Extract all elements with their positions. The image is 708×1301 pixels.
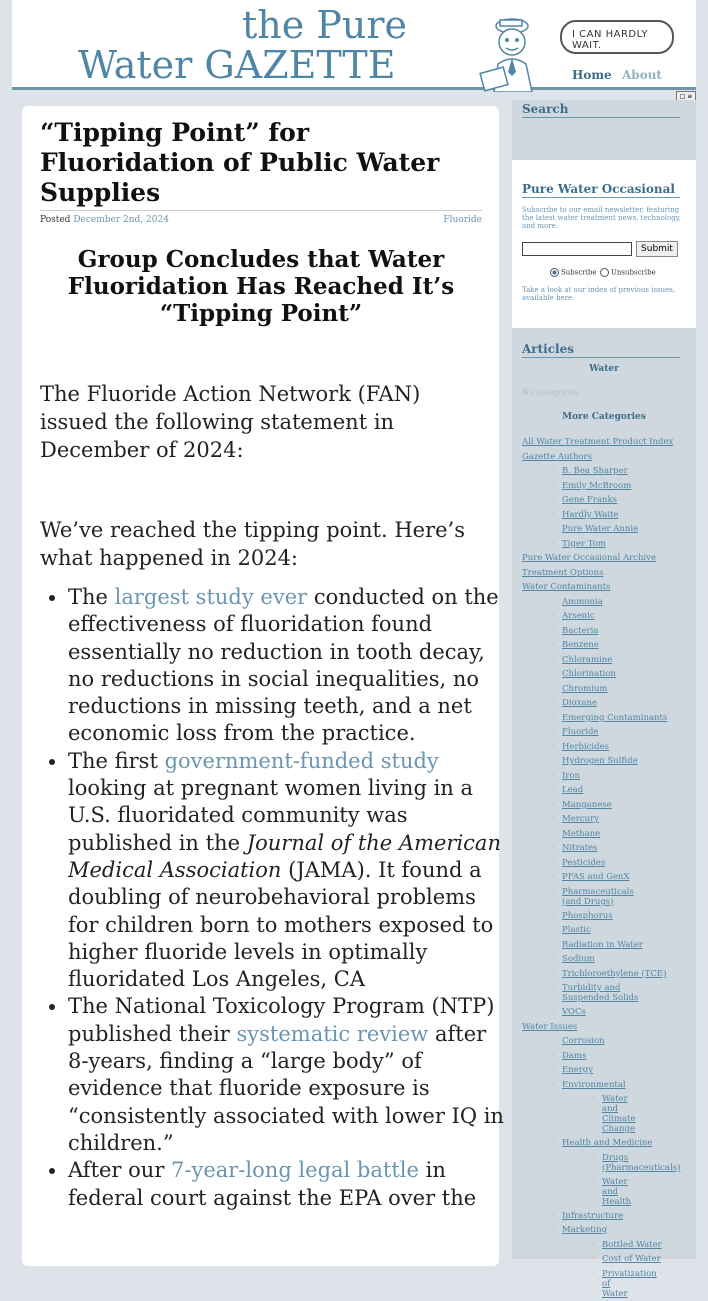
sidebar-category-item[interactable] xyxy=(522,1049,692,1064)
list-item: • The National Toxicology Program (NTP) published their systematic review after 8-years, finding a “large body” of evidence that fluoride exposure is “consistently associated with lower IQ in children.” xyxy=(68,993,508,1157)
sidebar-category-link[interactable]: Chlorination xyxy=(562,669,616,679)
sidebar-category-link[interactable]: Tiger Tom xyxy=(562,538,606,549)
layout-toggle-button[interactable]: □ ≡ xyxy=(676,91,696,102)
speech-bubble xyxy=(560,20,674,54)
sidebar-category-item[interactable] xyxy=(522,1267,692,1301)
sidebar-category-item[interactable] xyxy=(522,653,692,668)
bullet-icon: ◦ xyxy=(550,843,556,853)
sidebar-category-link[interactable]: Manganese xyxy=(562,799,612,810)
post-title: “Tipping Point” for Fluoridation of Public Water Supplies xyxy=(40,118,440,207)
sidebar-category-link[interactable]: Marketing xyxy=(562,1225,608,1235)
sidebar-category-item[interactable] xyxy=(522,923,692,938)
subscribe-radio[interactable]: Subscribe xyxy=(550,268,597,277)
bullet-icon: ◦ xyxy=(550,1007,556,1017)
bullet-icon: ◦ xyxy=(550,611,556,621)
sidebar-category-link[interactable]: Benzene xyxy=(562,640,599,650)
sidebar-category-link[interactable]: Dioxane xyxy=(562,698,598,708)
newsletter-heading: Pure Water Occasional xyxy=(522,182,680,198)
posted-label: Posted xyxy=(40,215,71,225)
sidebar-category-link[interactable]: PFAS and GenX xyxy=(562,872,630,882)
sidebar-category-item[interactable] xyxy=(522,508,692,523)
sidebar-category-link[interactable]: Mercury xyxy=(562,814,599,824)
post-date-link[interactable]: December 2nd, 2024 xyxy=(73,215,169,225)
bullet-icon: ◦ xyxy=(550,1138,556,1148)
sidebar-category-link[interactable]: Turbidity and Suspended Solids xyxy=(562,983,639,1003)
sidebar-category-link[interactable]: Emily McBroom xyxy=(562,480,632,491)
post-content xyxy=(22,106,504,1266)
sidebar-category-link[interactable]: Nitrates xyxy=(562,843,598,853)
sidebar-category-item[interactable] xyxy=(522,1063,692,1078)
bullet-icon: ◦ xyxy=(550,968,556,979)
sidebar-category-link[interactable]: Bottled Water xyxy=(602,1239,662,1250)
sidebar-category-item[interactable] xyxy=(522,1078,692,1093)
bullet-icon: ◦ xyxy=(550,1210,556,1221)
sidebar-category-link[interactable]: Treatment Options xyxy=(522,567,604,578)
legal-battle-link[interactable]: 7-year-long legal battle xyxy=(171,1158,419,1183)
sidebar-category-item[interactable] xyxy=(522,624,692,639)
newsletter-description: Subscribe to our email newsletter, featuring the latest water treatment news, technology, and more. xyxy=(522,206,681,230)
sidebar-category-item[interactable] xyxy=(522,1209,692,1224)
bullet-icon: ◦ xyxy=(550,654,556,665)
sidebar-category-link[interactable]: Bacteria xyxy=(562,625,599,636)
sidebar-category-item[interactable] xyxy=(522,870,692,885)
bullet-icon: ◦ xyxy=(550,741,556,752)
sidebar-category-link[interactable]: Arsenic xyxy=(562,611,595,621)
bullet-icon: ◦ xyxy=(550,480,556,491)
sidebar-category-link[interactable]: Pharmaceuticals (and Drugs) xyxy=(562,886,634,907)
sidebar-category-item[interactable] xyxy=(522,711,692,726)
sidebar-category-link[interactable]: Energy xyxy=(562,1065,594,1075)
sidebar-category-item[interactable] xyxy=(522,827,692,842)
articles-heading: Articles xyxy=(522,342,680,358)
logo-line-2[interactable]: Water GAZETTE xyxy=(78,43,396,87)
bullet-icon: ◦ xyxy=(550,669,556,679)
bullet-icon: ◦ xyxy=(550,712,556,723)
sidebar-category-item[interactable] xyxy=(522,909,692,924)
email-input[interactable] xyxy=(522,242,632,256)
lead-paragraph: We’ve reached the tipping point. Here’s what happened in 2024: xyxy=(40,518,466,570)
sidebar-category-link[interactable]: Chloramine xyxy=(562,654,613,665)
sidebar-category-item[interactable] xyxy=(522,798,692,813)
sidebar-category-link[interactable]: Hardly Waite xyxy=(562,509,619,520)
sidebar-category-item[interactable] xyxy=(522,551,692,566)
post-subheading: Group Concludes that Water Fluoridation Has Reached It’s “Tipping Point” xyxy=(67,246,455,327)
sidebar-category-link[interactable]: Sodium xyxy=(562,954,595,964)
sidebar-category-link[interactable]: Dams xyxy=(562,1050,587,1061)
bullet-icon: ◦ xyxy=(550,1079,556,1090)
sidebar-category-link[interactable]: Chromium xyxy=(562,683,608,694)
sidebar-category-link[interactable]: Ammonia xyxy=(562,596,603,607)
sidebar-category-link[interactable]: Water Contaminants xyxy=(522,582,611,592)
sidebar-category-item[interactable] xyxy=(522,435,692,450)
sidebar-category-item[interactable] xyxy=(522,537,692,552)
bullet-icon: ◦ xyxy=(550,954,556,964)
sidebar-category-item[interactable] xyxy=(522,967,692,982)
bullet-icon: ◦ xyxy=(550,799,556,810)
search-heading: Search xyxy=(522,102,680,118)
sidebar-category-link[interactable]: Gazette Authors xyxy=(522,451,592,462)
sidebar-category-link[interactable]: Infrastructure xyxy=(562,1210,624,1221)
bullet-icon: ◦ xyxy=(550,983,556,993)
list-item: • The first government-funded study looking at pregnant women living in a U.S. fluoridated community was published in the Journal of the American Medical Association (JAMA). It found a doubling of neurobehavioral problems for children born to mothers exposed to higher fluoride levels in optimally fluoridated Los Angeles, CA xyxy=(68,748,508,994)
sidebar-category-item[interactable] xyxy=(522,812,692,827)
sidebar-category-link[interactable]: Water Issues xyxy=(522,1021,578,1032)
key-points-list xyxy=(40,584,508,1212)
bullet-icon: ◦ xyxy=(550,538,556,549)
logo-line-1[interactable]: the Pure xyxy=(242,3,408,47)
sidebar-category-item[interactable] xyxy=(522,1175,692,1209)
sidebar-category-item[interactable] xyxy=(522,1223,692,1238)
sidebar-category-item[interactable] xyxy=(522,464,692,479)
nav-about-link[interactable]: About xyxy=(622,68,662,82)
newsboy-mascot-icon xyxy=(478,14,552,92)
sidebar-category-item[interactable] xyxy=(522,479,692,494)
sidebar-category-link[interactable]: B. Bea Sharper xyxy=(562,466,628,476)
more-categories-heading: More Categories xyxy=(562,412,646,422)
sidebar-category-link[interactable]: Environmental xyxy=(562,1079,626,1090)
bullet-icon: ◦ xyxy=(550,727,556,737)
bullet-icon: ◦ xyxy=(550,872,556,882)
bullet-icon: ◦ xyxy=(550,466,556,476)
sidebar-category-item[interactable] xyxy=(522,1238,692,1253)
sidebar-category-link[interactable]: Fluoride xyxy=(562,727,599,737)
sidebar-category-item[interactable] xyxy=(522,981,692,1005)
sidebar-category-item[interactable] xyxy=(522,1092,692,1136)
sidebar-category-item[interactable] xyxy=(522,1151,692,1175)
bullet-icon: ◦ xyxy=(550,770,556,781)
sidebar-category-link[interactable]: Cost of Water xyxy=(602,1254,661,1264)
systematic-review-link[interactable]: systematic review xyxy=(236,1021,429,1046)
sidebar-category-item[interactable] xyxy=(522,580,692,595)
sidebar-category-link[interactable]: Privatization of Water xyxy=(602,1268,657,1299)
bullet-icon: ◦ xyxy=(590,1254,596,1264)
sidebar xyxy=(512,100,696,1299)
sidebar-category-item[interactable] xyxy=(522,682,692,697)
bullet-icon: ◦ xyxy=(550,640,556,650)
bullet-icon: ◦ xyxy=(550,756,556,766)
list-item: • After our 7-year-long legal battle in federal court against the EPA over the xyxy=(68,1157,508,1212)
sidebar-category-link[interactable]: Hydrogen Sulfide xyxy=(562,756,638,766)
category-list xyxy=(522,435,692,1301)
sidebar-category-item[interactable] xyxy=(522,450,692,465)
sidebar-category-item[interactable] xyxy=(522,740,692,755)
bullet-icon: ◦ xyxy=(550,596,556,607)
bullet-icon: ◦ xyxy=(550,683,556,694)
nav-home-link[interactable]: Home xyxy=(572,68,612,82)
sidebar-category-link[interactable]: Herbicides xyxy=(562,741,609,752)
sidebar-category-link[interactable]: Drugs (Pharmaceuticals) xyxy=(602,1152,681,1173)
header-divider xyxy=(12,87,696,90)
sidebar-category-link[interactable]: Trichloroethylene (TCE) xyxy=(562,968,667,979)
sidebar-category-item[interactable] xyxy=(522,522,692,537)
post-meta xyxy=(40,210,482,225)
government-study-link[interactable]: government-funded study xyxy=(164,748,439,773)
bullet-icon: ◦ xyxy=(590,1152,596,1163)
sidebar-category-link[interactable]: Iron xyxy=(562,770,581,781)
sidebar-category-link[interactable]: Water and Climate Change xyxy=(602,1094,636,1134)
sidebar-category-item[interactable] xyxy=(522,638,692,653)
bullet-icon: ◦ xyxy=(550,939,556,950)
bullet-icon: ◦ xyxy=(550,625,556,636)
bullet-icon: ◦ xyxy=(550,910,556,921)
bullet-icon: ◦ xyxy=(550,509,556,520)
bullet-icon: ◦ xyxy=(550,925,556,935)
sidebar-category-link[interactable]: Health and Medicine xyxy=(562,1138,653,1148)
bubble-text: I CAN HARDLY WAIT. xyxy=(572,29,648,51)
bullet-icon: ◦ xyxy=(550,1225,556,1235)
archive-link[interactable]: here. xyxy=(556,294,575,302)
sidebar-category-link[interactable]: Plastic xyxy=(562,925,591,935)
largest-study-link[interactable]: largest study ever xyxy=(114,585,308,609)
intro-paragraph: The Fluoride Action Network (FAN) issued the following statement in December of 2024: xyxy=(40,382,421,462)
bullet-icon: ◦ xyxy=(550,698,556,708)
sidebar-category-link[interactable]: Pesticides xyxy=(562,857,606,868)
sidebar-category-item[interactable] xyxy=(522,952,692,967)
sidebar-category-link[interactable]: All Water Treatment Product Index xyxy=(522,437,674,447)
sidebar-category-link[interactable]: Methane xyxy=(562,828,601,839)
sidebar-category-item[interactable] xyxy=(522,856,692,871)
sidebar-category-item[interactable] xyxy=(522,1136,692,1151)
sidebar-category-item[interactable] xyxy=(522,595,692,610)
sidebar-category-link[interactable]: Gene Franks xyxy=(562,495,618,505)
sidebar-category-item[interactable] xyxy=(522,754,692,769)
sidebar-category-item[interactable] xyxy=(522,1034,692,1049)
sidebar-category-item[interactable] xyxy=(522,493,692,508)
bullet-icon: ◦ xyxy=(590,1094,596,1104)
sidebar-category-item[interactable] xyxy=(522,885,692,909)
bullet-icon: ◦ xyxy=(550,828,556,839)
sidebar-category-item[interactable] xyxy=(522,696,692,711)
bullet-icon: ◦ xyxy=(590,1239,596,1250)
list-item: • The largest study ever conducted on the effectiveness of fluoridation found essentially no reduction in tooth decay, no reductions in social inequalities, no reductions in missing teeth, and a net economic loss from the practice. xyxy=(68,584,508,748)
sidebar-category-item[interactable] xyxy=(522,1005,692,1020)
sidebar-category-link[interactable]: Pure Water Annie xyxy=(562,524,639,534)
bullet-icon: ◦ xyxy=(590,1268,596,1279)
sidebar-category-link[interactable]: Emerging Contaminants xyxy=(562,712,668,723)
no-categories-text: No categories xyxy=(522,388,579,397)
archive-note: Take a look at our index of previous issues, available here. xyxy=(522,286,676,302)
bullet-icon: ◦ xyxy=(550,524,556,534)
sidebar-category-item[interactable] xyxy=(522,1252,692,1267)
bullet-icon: ◦ xyxy=(550,857,556,868)
bullet-icon: ◦ xyxy=(550,1065,556,1075)
sidebar-category-item[interactable] xyxy=(522,609,692,624)
sidebar-category-item[interactable] xyxy=(522,667,692,682)
bullet-icon: ◦ xyxy=(550,886,556,897)
sidebar-category-item[interactable] xyxy=(522,841,692,856)
bullet-icon: ◦ xyxy=(550,1050,556,1061)
sidebar-category-link[interactable]: Phosphorus xyxy=(562,910,613,921)
bullet-icon: ◦ xyxy=(550,1036,556,1046)
bullet-icon: ◦ xyxy=(590,1176,596,1187)
post-category-link[interactable]: Fluoride xyxy=(443,215,482,225)
sidebar-category-item[interactable] xyxy=(522,769,692,784)
sidebar-category-link[interactable]: Corrosion xyxy=(562,1036,605,1046)
sidebar-category-link[interactable]: Water and Health xyxy=(602,1176,632,1207)
sidebar-category-item[interactable] xyxy=(522,938,692,953)
sidebar-category-link[interactable]: Lead xyxy=(562,785,584,795)
bullet-icon: ◦ xyxy=(550,495,556,505)
sidebar-category-item[interactable] xyxy=(522,566,692,581)
sidebar-category-link[interactable]: VOCs xyxy=(562,1007,586,1017)
bullet-icon: ◦ xyxy=(550,814,556,824)
sidebar-category-link[interactable]: Radiation in Water xyxy=(562,939,643,950)
sidebar-category-link[interactable]: Pure Water Occasional Archive xyxy=(522,553,656,563)
unsubscribe-radio[interactable]: Unsubscribe xyxy=(600,268,656,277)
sidebar-category-item[interactable] xyxy=(522,783,692,798)
bullet-icon: ◦ xyxy=(550,785,556,795)
sidebar-category-item[interactable] xyxy=(522,1020,692,1035)
water-label: Water xyxy=(589,364,619,374)
sidebar-category-item[interactable] xyxy=(522,725,692,740)
submit-button[interactable]: Submit xyxy=(636,241,678,257)
